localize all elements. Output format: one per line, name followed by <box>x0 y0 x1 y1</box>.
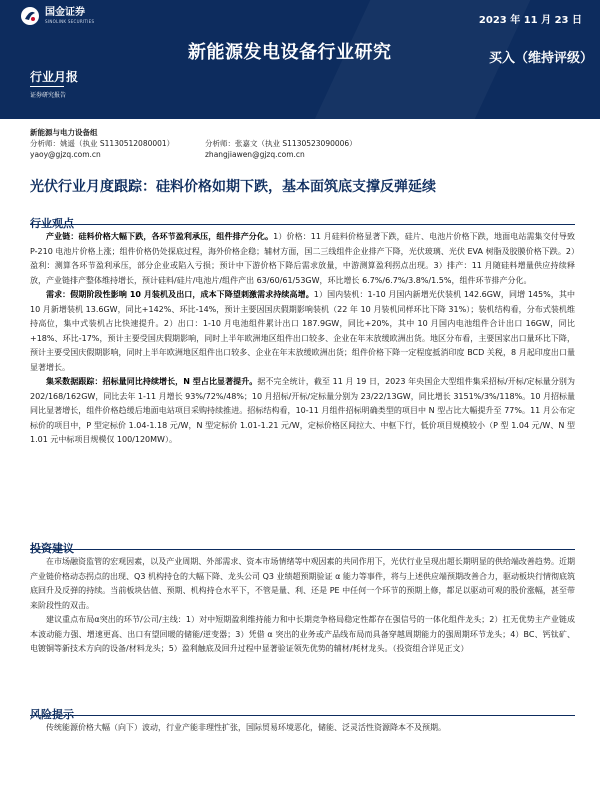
report-type-divider <box>30 86 64 87</box>
paragraph-supply-chain <box>30 230 575 288</box>
analyst-block <box>30 127 357 160</box>
analyst-1-email[interactable]: yaoy@gjzq.com.cn <box>30 150 101 159</box>
analyst-2-email[interactable]: zhangjiawen@gjzq.com.cn <box>205 150 305 159</box>
logo-chinese-name: 国金证券 <box>45 7 85 18</box>
report-header <box>0 0 600 119</box>
section-risk-heading <box>30 703 575 721</box>
logo-english-name: SINOLINK SECURITIES <box>45 19 95 24</box>
industry-group: 新能源与电力设备组 <box>30 128 98 137</box>
report-category: 证券研究报告 <box>30 92 67 99</box>
paragraph-text: 1）国内装机：1-10 月国内新增光伏装机 142.6GW，同增 145%，其中 10 月新增装机 13.6GW，同比+142%、环比-14%，预计主要因国庆假期影响装机（22 年 10 月装机同样环比下降 31%）；装机结构看，分布式装机维持高位，集中式装机占比快速提升。2）出口：1-10 月电池组件累计出口 187.9GW，同比+20%，其中 10 月国内电池组件合计出口 16GW，同比+18%、环比-17%，预计主要受国庆假期影响，同时上半年欧洲地区组件出口较多、企业在年末放缓欧洲出货。地区分布看，主要国家出口量环比下降，预计主要受国庆假期影响，同时上半年欧洲地区组件出口较多、企业在年末放缓欧洲出货；组件价格下降一定程度抵消印度 BCD 关税，8 月起印度出口量显著增长。 <box>30 290 575 372</box>
rating-badge: 买入（维持评级） <box>488 51 593 66</box>
section-industry-view-heading <box>30 212 575 230</box>
paragraph-risk: 传统能源价格大幅（向下）波动，行业产能非理性扩张，国际贸易环境恶化，储能、泛灵活性资源降本不及预期。 <box>46 723 446 732</box>
paragraph-lead: 产业链：硅料价格大幅下跌，各环节盈利承压，组件排产分化。 <box>46 232 274 241</box>
analyst-1-name: 分析师：姚遥（执业 S1130512080001） <box>30 139 175 148</box>
paragraph-text: 1）价格：11 月硅料价格显著下跌，硅片、电池片价格下跌，地面电站需集交付导致 P-210 电池片价格上涨；组件价格仍处探底过程，海外价格企稳；辅材方面，国二三线组件企业排产下降，光伏玻璃、光伏 EVA 树脂及胶膜价格下跌。2）盈利：测算各环节盈利承压，部分企业或陷入亏损；预计中下游价格下降后需求放量，中游测算盈利拐点出现。3）排产：11 月随硅料增量供应持续释放，产业链排产整体维持增长，预计硅料/硅片/电池片/组件产出 63/60/61/53GW，环比增长 6.7%/6.7%/3.8%/1.5%，组件环节排产分化。 <box>30 232 576 285</box>
sinolink-logo-icon <box>20 6 40 26</box>
report-type: 行业月报 <box>30 70 79 84</box>
report-title: 新能源发电设备行业研究 <box>188 42 392 63</box>
paragraph-demand <box>30 288 575 375</box>
analyst-2-name: 分析师：张嘉文（执业 S1130523090006） <box>205 139 357 148</box>
paragraph-procurement <box>30 375 575 448</box>
section-risk-body <box>30 721 575 736</box>
section-investment-advice-heading <box>30 537 575 555</box>
section-heading-text: 投资建议 <box>30 542 74 555</box>
report-date: 2023 年 11 月 23 日 <box>478 15 582 26</box>
section-heading-text: 行业观点 <box>30 217 74 230</box>
main-title: 光伏行业月度跟踪：硅料价格如期下跌，基本面筑底支撑反弹延续 <box>30 179 436 195</box>
company-logo <box>20 6 94 26</box>
section-heading-text: 风险提示 <box>30 708 74 721</box>
section-industry-view-body <box>30 230 575 448</box>
paragraph-recommendations: 建议重点布局α突出的环节/公司/主线：1）对中短期盈利维持能力和中长期竞争格局稳定性都存在强信号的一体化组件龙头；2）扛无优势主产业链成本波动能力强、增速更高、出口有望回暖的储能/逆变器；3）凭借 α 突出的业务或产品线布局而具备穿越周期能力的强周期环节龙头；4）BC、钙钛矿、电镀铜等新技术方向的设备/材料龙头；5）盈利触底及回升过程中显著验证领先优势的辅材/耗材龙头。（投资组合详见正文） <box>30 615 575 653</box>
paragraph-text: 据不完全统计，截至 11 月 19 日，2023 年央国企大型组件集采招标/开标/定标量分别为 202/168/162GW，同比去年 1-11 月增长 93%/72%/48%；10 月招标/开标/定标量分别为 23/22/13GW，同比增长 3151%/3%/118%。10 月招标量同比显著增长，组件价格趋缓后地面电站项目采购持续推进。招标结构看，10-11 月组件招标明确类型的项目中 N 型占比大幅提升至 77%。11 月公布定标价的项目中，P 型定标价 1.04-1.18 元/W，N 型定标价 1.01-1.21 元/W，定标价格区间拉大、中枢下行，低价项目规模较小（P 型 1.04 元/W、N 型 1.01 元中标项目规模仅 100/120MW）。 <box>30 377 575 444</box>
section-investment-advice-body <box>30 555 575 657</box>
paragraph-lead: 集采数据跟踪：招标量同比持续增长，N 型占比显著提升。 <box>46 377 258 386</box>
paragraph-lead: 需求：假期阶段性影响 10 月装机及出口，成本下降望刺激需求持续高增。 <box>46 290 314 299</box>
paragraph-market-view: 在市场融资监管的宏观因素，以及产业周期、外部需求、资本市场情绪等中观因素的共同作用下，光伏行业呈现出超长期明显的供给端改善趋势。近期产业链价格动态拐点的出现、Q3 机构持仓的大幅下降、龙头公司 Q3 业绩超预期验证 α 能力等事件，将与上述供应端预期改善合力，驱动板块行情彻底筑底回升及反弹的持续。当前板块估值、预期、机构持仓水平下，不管是量、利、还是 PE 中任何一个环节的预期上修，都足以驱动可观的股价涨幅，甚至带来阶段性的双击。 <box>30 557 575 610</box>
